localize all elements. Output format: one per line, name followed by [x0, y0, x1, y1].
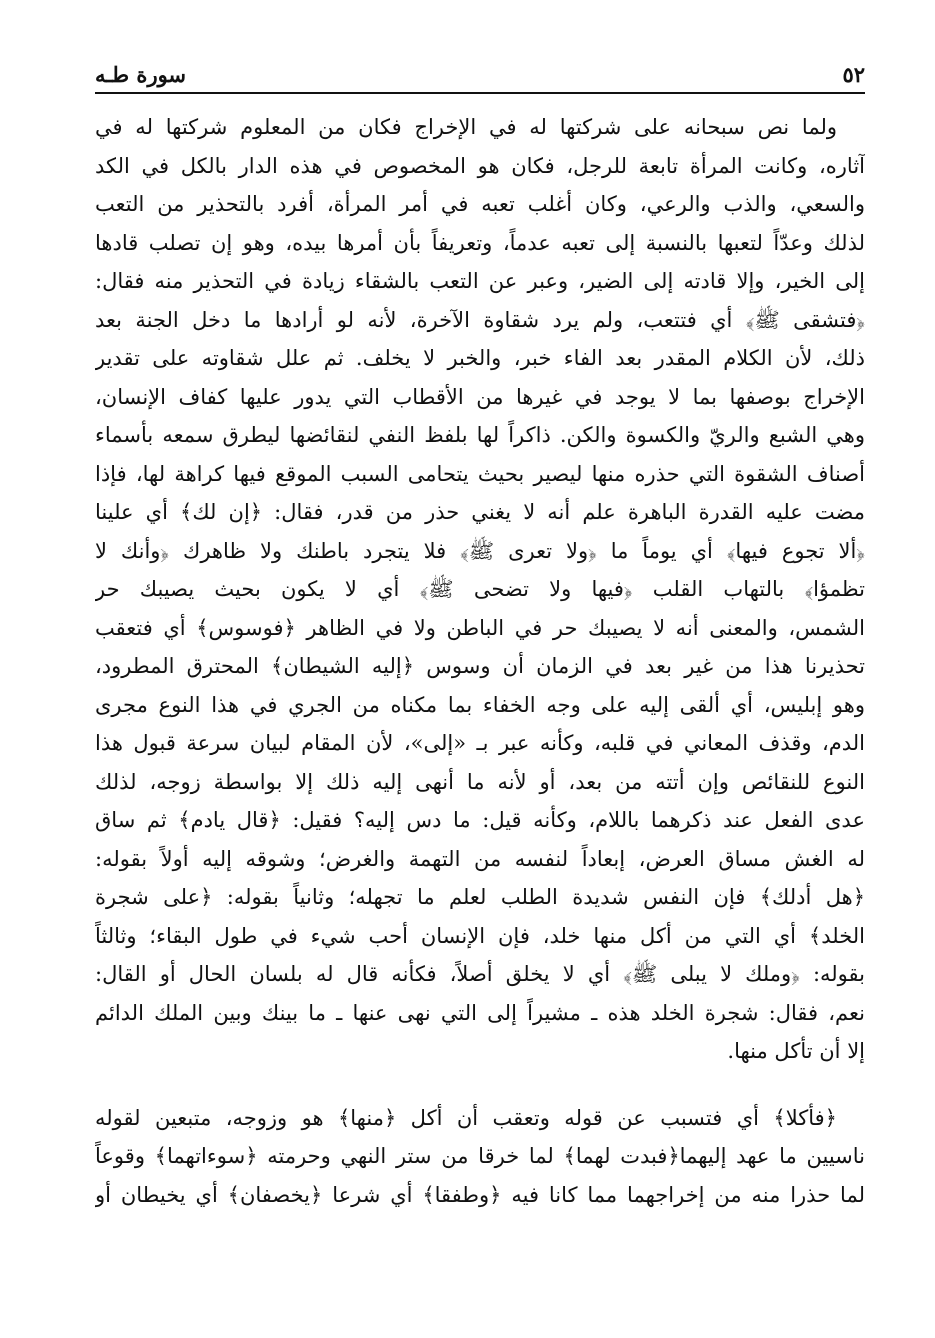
text-line: لما حذرا منه من إخراجهما مما كانا فيه ﴿وطفقا﴾ أي شرعا ﴿يخصفان﴾ أي يخيطان أو: [95, 1182, 865, 1207]
paragraph-2: [95, 1099, 865, 1215]
surah-title: سورة طـه: [95, 62, 187, 87]
text-line: نعم، فقال: شجرة الخلد هذه ـ مشيراً إلى التي نهى عنها ـ ما بينك وبين الملك الدائم: [95, 1000, 865, 1025]
text-line: تظمؤا﴾ بالتهاب القلب ﴿فيها ولا تضحى ﷺ﴾ أي لا يكون بحيث يصيبك حر: [95, 577, 865, 601]
page-body: [95, 108, 865, 1214]
text-line: مضت عليه القدرة الباهرة علم أنه لا يغني حذر من قدر، فقال: ﴿إن لك﴾ أي علينا: [95, 500, 865, 524]
page-number: ٥٢: [842, 62, 865, 87]
text-line: لذلك وعدّاً لتعبها بالنسبة إلى تعبه عدماً، وتعريفاً بأن أمرها بيده، وهو إن تصلب قادها: [95, 230, 865, 255]
text-line: عدى الفعل عند ذكرهما باللام، وكأنه قيل: ما دس إليه؟ فقيل: ﴿قال يادم﴾ ثم ساق: [95, 808, 865, 832]
text-line: الخلد﴾ أي التي من أكل منها خلد، فإن الإنسان أحب شيء في طول البقاء؛ وثالثاً: [95, 923, 865, 948]
text-line: بقوله: ﴿وملك لا يبلى ﷺ﴾ أي لا يخلق أصلاً، فكأنه قال له بلسان الحال أو القال:: [95, 962, 865, 986]
text-line: ذلك، لأن الكلام المقدر بعد الفاء خبر، والخبر لا يخلف. ثم علل شقاوته على تقدير: [95, 346, 865, 370]
text-line: ﴿ألا تجوع فيها﴾ أي يوماً ما ﴿ولا تعرى ﷺ﴾ فلا يتجرد باطنك ولا ظاهرك ﴿وأنك لا: [95, 538, 865, 563]
paragraph-1: [95, 108, 865, 1071]
text-line: تحذيرنا هذا من غير بعد في الزمان أن وسوس ﴿إليه الشيطان﴾ المحترق المطرود،: [95, 654, 865, 678]
text-line: إلى الخير، وإلا قادته إلى الضير، وعبر عن التعب بالشقاء زيادة في التحذير منه فقال:: [95, 269, 865, 293]
page-header: [95, 62, 865, 94]
text-line: ولما نص سبحانه على شركتها له في الإخراج فكان من المعلوم شركتها له في: [95, 115, 837, 139]
text-line: الإخراج بوصفها بما لا يوجد في غيرها من الأقطاب التي يدور عليها كفاف الإنسان،: [95, 384, 865, 409]
paragraph-gap: [95, 1071, 865, 1099]
text-line: الشمس، والمعنى أنه لا يصيبك حر في الباطن ولا في الظاهر ﴿فوسوس﴾ أي فتعقب: [95, 615, 865, 640]
text-line: ﴿فتشقى ﷺ﴾ أي فتتعب، ولم يرد شقاوة الآخرة، لأنه لو أرادها ما دخل الجنة بعد: [95, 307, 865, 332]
text-line: الدم، وقذف المعاني في قلبه، وكأنه عبر بـ «إلى»، لأن المقام لبيان سرعة قبول هذا: [95, 731, 865, 755]
text-line: إلا أن تأكل منها.: [727, 1039, 865, 1063]
text-line: له الغش مساق العرض، إبعاداً لنفسه من التهمة والغرض؛ وشوقه إليه أولاً بقوله:: [95, 846, 865, 871]
text-line: آثاره، وكانت المرأة تابعة للرجل، فكان هو المخصوص في هذه الدار بالكل في الكد: [95, 153, 865, 178]
text-line: أصناف الشقوة التي حذره منها ليصير بحيث يتحامى السبب الموقع فيها كراهة لها، فإذا: [95, 461, 865, 486]
text-line: ﴿هل أدلك﴾ فإن النفس شديدة الطلب لعلم ما تجهله؛ وثانياً بقوله: ﴿على شجرة: [95, 885, 865, 909]
text-line: ناسيين ما عهد إليهما﴿فبدت لهما﴾ لما خرقا من ستر النهي وحرمته ﴿سوءاتهما﴾ وقوعاً: [95, 1144, 865, 1168]
text-line: النوع للنقائص وإن أتته من بعد، أو لأنه ما أنهى إليه ذلك إلا بواسطة زوجه، لذلك: [95, 769, 865, 794]
text-line: وهي الشبع والريّ والكسوة والكن. ذاكراً لها بلفظ النفي لنقائضها ليطرق سمعه بأسماء: [95, 423, 865, 447]
text-line: وهو إبليس، أي ألقى إليه على وجه الخفاء بما مكناه من الجري في هذا النوع مجرى: [95, 692, 865, 717]
text-line: والسعي، والذب والرعي، وكان أغلب تعبه في أمر المرأة، أفرد بالتحذير من التعب: [95, 192, 865, 216]
text-line: ﴿فأكلا﴾ أي فتسبب عن قوله وتعقب أن أكل ﴿منها﴾ هو وزوجه، متبعين لقوله: [95, 1105, 837, 1130]
